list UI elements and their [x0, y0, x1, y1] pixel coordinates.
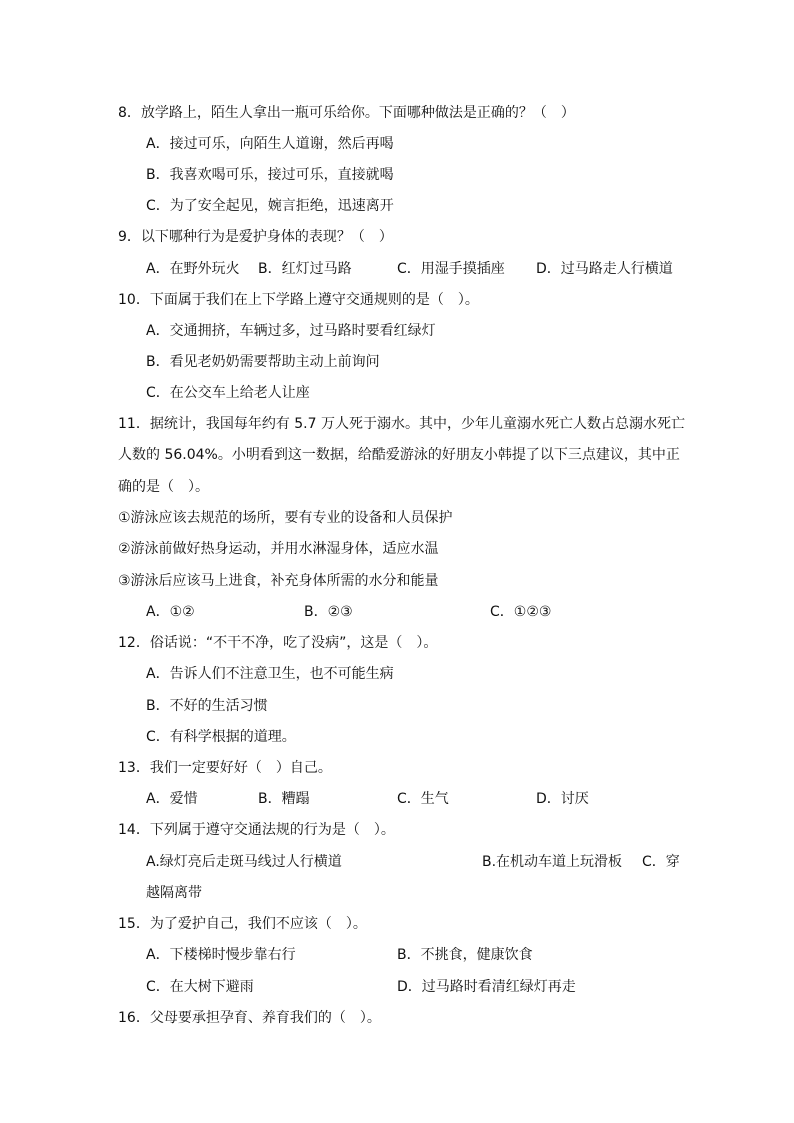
- q8-stem: 8．放学路上，陌生人拿出一瓶可乐给你。下面哪种做法是正确的？（ ）: [118, 105, 575, 121]
- q11-item-1: ①游泳应该去规范的场所，要有专业的设备和人员保护: [118, 510, 453, 526]
- q15-option-a: A．下楼梯时慢步靠右行: [146, 947, 296, 963]
- q9-option-b: B．红灯过马路: [258, 261, 352, 277]
- q11-option-b: B．②③: [304, 604, 353, 620]
- q13-stem: 13．我们一定要好好（ ）自己。: [118, 760, 332, 776]
- q11-item-3: ③游泳后应该马上进食，补充身体所需的水分和能量: [118, 573, 439, 589]
- q12-option-c: C．有科学根据的道理。: [146, 729, 296, 745]
- q16-stem: 16．父母要承担孕育、养育我们的（ ）。: [118, 1010, 381, 1026]
- q11-stem-line-1: 11．据统计，我国每年约有 5.7 万人死于溺水。其中，少年儿童溺水死亡人数占总溺水死亡: [118, 416, 685, 432]
- q9-option-c: C．用湿手摸插座: [397, 261, 505, 277]
- q12-option-a: A．告诉人们不注意卫生，也不可能生病: [146, 666, 394, 682]
- q11-option-c: C．①②③: [490, 604, 552, 620]
- q8-option-c: C．为了安全起见，婉言拒绝，迅速离开: [146, 198, 394, 214]
- q14-option-a: A.绿灯亮后走斑马线过人行横道: [146, 854, 342, 870]
- q8-option-a: A．接过可乐，向陌生人道谢，然后再喝: [146, 136, 394, 152]
- q15-option-d: D．过马路时看清红绿灯再走: [397, 979, 576, 995]
- q13-option-c: C．生气: [397, 791, 449, 807]
- q12-stem: 12．俗话说：“不干不净，吃了没病”，这是（ ）。: [118, 635, 438, 651]
- q11-stem-line-2: 人数的 56.04%。小明看到这一数据，给酷爱游泳的好朋友小韩提了以下三点建议，其中正: [118, 447, 680, 463]
- q14-option-c-part-2: 越隔离带: [146, 885, 202, 901]
- q15-option-b: B．不挑食，健康饮食: [397, 947, 533, 963]
- q11-stem-line-3: 确的是（ ）。: [118, 479, 209, 495]
- q9-option-d: D．过马路走人行横道: [536, 261, 673, 277]
- q15-stem: 15．为了爱护自己，我们不应该（ ）。: [118, 916, 367, 932]
- q9-stem: 9．以下哪种行为是爱护身体的表现？（ ）: [118, 229, 393, 245]
- q13-option-b: B．糟蹋: [258, 791, 310, 807]
- q10-option-a: A．交通拥挤，车辆过多，过马路时要看红绿灯: [146, 323, 436, 339]
- q11-item-2: ②游泳前做好热身运动，并用水淋湿身体，适应水温: [118, 541, 439, 557]
- q10-option-b: B．看见老奶奶需要帮助主动上前询问: [146, 354, 380, 370]
- q13-option-d: D．讨厌: [536, 791, 589, 807]
- q14-option-c-part-1: C．穿: [642, 854, 680, 870]
- q14-stem: 14．下列属于遵守交通法规的行为是（ ）。: [118, 822, 395, 838]
- q13-option-a: A．爱惜: [146, 791, 198, 807]
- q15-option-c: C．在大树下避雨: [146, 979, 254, 995]
- q8-option-b: B．我喜欢喝可乐，接过可乐，直接就喝: [146, 167, 394, 183]
- q10-option-c: C．在公交车上给老人让座: [146, 385, 310, 401]
- q14-option-b: B.在机动车道上玩滑板: [482, 854, 623, 870]
- q9-option-a: A．在野外玩火: [146, 261, 240, 277]
- q12-option-b: B．不好的生活习惯: [146, 698, 268, 714]
- q10-stem: 10．下面属于我们在上下学路上遵守交通规则的是（ ）。: [118, 292, 479, 308]
- q11-option-a: A．①②: [146, 604, 195, 620]
